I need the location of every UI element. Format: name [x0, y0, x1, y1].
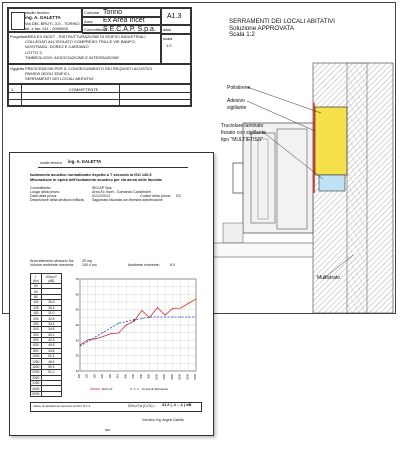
x-tick-label: 3150 — [194, 374, 197, 380]
drawing-title: SERRAMENTI DEI LOCALI ABITATIVI — [229, 18, 336, 25]
table-row — [31, 391, 62, 396]
value-cell: 51.4 — [41, 354, 61, 359]
value-cell: 34.8 — [41, 327, 61, 332]
freq-cell: 63 — [31, 289, 42, 294]
value-cell: 32.5 — [41, 316, 61, 321]
freq-cell: 80 — [31, 294, 42, 299]
project-subtitle: TIMBROLOGO: ASSOCIAZIONE E INTEGRAZIONE — [25, 55, 120, 60]
noise-val: 6.0 — [170, 263, 175, 267]
project-label: Progetto — [10, 34, 26, 39]
noise-key: Ambiente ricevente: — [128, 263, 160, 267]
data-point — [95, 338, 96, 339]
data-point — [180, 317, 181, 318]
data-point — [126, 321, 127, 322]
freq-cell: 100 — [31, 300, 42, 305]
x-tick-label: 500 — [132, 374, 136, 379]
sealant-block — [319, 175, 345, 191]
data-point — [172, 308, 173, 309]
reference-point-500 — [133, 319, 135, 321]
firm-address: Via DEL BRUTI, 3-5 - TORINO — [25, 21, 80, 26]
scale-cell — [161, 34, 191, 64]
acoustic-report-sheet — [9, 152, 214, 436]
polystyrene-block — [315, 107, 347, 175]
freq-cell: 1000 — [32, 354, 40, 359]
client-label: Committente — [84, 27, 107, 32]
row-code-key: Codice della prova: — [140, 194, 171, 198]
area-value: Ex Area Incet — [103, 17, 145, 24]
freq-cell: 160 — [31, 310, 42, 315]
freq-cell: 400 — [31, 332, 42, 337]
report-engineer: ing. A. GALETTA — [68, 159, 102, 164]
report-title: Isolamento acustico normalizzato rispetto a T secondo la ISO 140-5 — [30, 173, 152, 177]
firm-name: studio tecnico — [25, 10, 50, 15]
city-label: Comune — [84, 10, 100, 15]
label-polystyrene: Polistirene — [227, 85, 251, 91]
freq-cell: 2000 — [32, 370, 40, 375]
value-cell: 31.0 — [41, 310, 61, 315]
x-tick-label: 250 — [108, 374, 112, 379]
drawing-code-cell — [161, 8, 191, 25]
value-cell: 40.1 — [41, 332, 61, 337]
x-tick-label: 100 — [78, 374, 81, 379]
subject-text: PRESCRIZIONI PER IL CONSEGUIMENTO DEI REQUISITI ACUSTICI PASSIVI DEGLI EDIFICI. — [25, 66, 153, 76]
x-tick-label: 400 — [124, 374, 128, 379]
x-tick-label: 630 — [139, 374, 143, 379]
area-val: 20 mq — [82, 259, 92, 263]
y-tick-label: 10 — [75, 369, 79, 373]
row-date-key: Data della prova: — [30, 194, 58, 198]
data-point — [110, 333, 111, 334]
result-value: 41.2 ( -1 ; -1 ) dB — [162, 403, 192, 407]
window-section-drawing — [203, 43, 395, 313]
row-client-key: Committente: — [30, 186, 52, 190]
x-tick-label: 2000 — [178, 374, 182, 380]
freq-cell: 5000 — [32, 392, 40, 396]
x-tick-label: 1250 — [163, 374, 167, 380]
value-cell: 26.9 — [41, 300, 61, 305]
row-code-val: D3 — [176, 194, 181, 198]
signature-line: Il tecnico: Ing. Angelo Galetta — [142, 418, 184, 422]
y-tick-label: 60 — [75, 292, 79, 297]
x-tick-label: 200 — [101, 374, 105, 379]
data-point — [110, 327, 111, 328]
drawing-subtitle: Soluzione APPROVATA — [229, 24, 294, 32]
row-client-val: SECAP Spa — [92, 186, 112, 190]
area-cell — [82, 17, 161, 25]
label-chipboard1: Truciolare laminato — [221, 123, 264, 129]
result-symbol: D2m,nT,w (C;Ctr) = — [128, 404, 156, 408]
area-key: Area elemento divisorio Sa: — [30, 259, 74, 263]
label-adhesive: Adesivo — [227, 98, 245, 104]
data-point — [80, 345, 81, 346]
freq-cell: 315 — [31, 327, 42, 332]
subject-label: Oggetto — [10, 66, 25, 71]
firm-cell — [8, 8, 82, 32]
table-header-value: D2m,nT (dB) — [41, 274, 61, 284]
data-point — [172, 317, 173, 318]
freq-cell: 1600 — [32, 365, 40, 370]
y-tick-label: 30 — [75, 338, 79, 343]
data-point — [118, 332, 119, 333]
scale-value: 1:2 — [166, 43, 172, 48]
revision-cell — [8, 84, 191, 106]
label-sealant: sigillante — [227, 105, 247, 111]
date-cell — [161, 25, 191, 34]
revision-number: 1. — [11, 87, 15, 92]
drawing-scale: Scala 1:2 — [229, 31, 255, 39]
data-point — [149, 317, 150, 318]
y-tick-label: 20 — [75, 353, 79, 358]
date-label: data — [163, 27, 171, 32]
value-cell: 51.0 — [41, 370, 61, 375]
label-chipboard2: fissato con sigillante — [221, 130, 266, 136]
data-point — [141, 318, 142, 319]
city-value: Torino — [103, 9, 123, 16]
freq-cell: 4000 — [32, 386, 40, 391]
data-point — [141, 310, 142, 311]
freq-cell: 3150 — [32, 381, 40, 386]
value-cell — [41, 391, 61, 396]
x-tick-label: 160 — [93, 374, 97, 379]
freq-cell: 50 — [31, 284, 42, 289]
area-label: Area — [84, 19, 93, 24]
data-point — [196, 298, 197, 299]
project-text: AREA EX INCET - RISTRUTTURAZIONE DI EDIFICI INDUSTRIALI COLLEGATI ALL'ISOLATO COMPRESO TRA LE VIE BANFO, NOSTRADU, DOREZ E CARDANO — [25, 34, 146, 49]
scale-label: scala — [163, 36, 173, 41]
value-cell: 44.8 — [41, 348, 61, 353]
data-point — [126, 324, 127, 325]
label-chipboard3: tipo "MULTIETISS" — [221, 137, 264, 143]
report-subtitle: Misurazione in opera dell'isolamento acustico per via aerea delle facciate — [30, 178, 162, 182]
freq-cell: 200 — [31, 316, 42, 321]
data-point — [188, 303, 189, 304]
data-point — [80, 346, 81, 347]
city-cell — [82, 8, 161, 17]
freq-cell: 630 — [31, 343, 42, 348]
value-cell: 46.4 — [41, 359, 61, 364]
value-cell: 49.5 — [41, 343, 61, 348]
value-cell: 30.4 — [41, 305, 61, 310]
x-tick-label: 1000 — [155, 374, 159, 380]
x-tick-label: 125 — [85, 374, 89, 379]
freq-cell: 250 — [31, 321, 42, 326]
drawing-code: A1.3 — [167, 13, 182, 20]
drawing-heading — [229, 19, 335, 39]
data-point — [180, 308, 181, 309]
engineer-name: ing. A. GALETTA — [25, 15, 61, 20]
data-point — [165, 315, 166, 316]
data-point — [87, 339, 88, 340]
revision-text: COMMITTENTE — [69, 87, 99, 92]
subject-cell — [8, 64, 191, 84]
row-desc-val: Sagomato facciata con finestra antintrusione — [92, 198, 163, 202]
freq-cell: 1250 — [32, 359, 40, 364]
data-point — [87, 341, 88, 342]
data-point — [157, 317, 158, 318]
legend-label-measured: D2m,nT — [102, 387, 113, 391]
page-mark: ### — [105, 428, 111, 432]
client-value: S.E.C.A.P. S.p.a. — [103, 26, 156, 33]
firm-phone: tel. e fax. 011 - 0000000 — [25, 26, 68, 31]
report-firm: studio tecnico — [40, 161, 62, 165]
value-cell: 42.5 — [41, 337, 61, 342]
data-point — [103, 332, 104, 333]
y-tick-label: 40 — [75, 323, 79, 327]
project-cell — [8, 32, 161, 64]
result-label: Indice di valutazione secondo la ISO 717-1: — [33, 404, 91, 408]
y-tick-label: 70 — [75, 277, 79, 281]
freq-cell: 500 — [31, 337, 42, 342]
project-lot: LOTTO 3 — [25, 50, 42, 55]
legend-label-reference: Curva di riferimento — [142, 387, 169, 391]
title-block — [7, 7, 192, 107]
table-header-freq: f (Hz) — [31, 274, 42, 284]
data-point — [103, 336, 104, 337]
data-point — [188, 317, 189, 318]
y-tick-label: 50 — [75, 307, 79, 312]
acoustic-chart — [70, 275, 200, 393]
row-desc-key: Descrizione della struttura edilizia: — [30, 198, 85, 202]
label-plywood: Multistrato — [317, 275, 341, 281]
row-place-key: Luogo della prova: — [30, 190, 60, 194]
data-point — [118, 323, 119, 324]
volume-key: Volume ambiente ricevente: — [30, 263, 75, 267]
data-point — [157, 307, 158, 308]
values-table — [30, 273, 62, 397]
row-date-val: 01/12/2013 — [92, 194, 110, 198]
x-tick-label: 800 — [147, 374, 151, 379]
x-tick-label: 2500 — [186, 374, 190, 380]
data-point — [196, 317, 197, 318]
x-tick-label: 315 — [116, 374, 120, 379]
data-point — [95, 336, 96, 337]
volume-val: 100.4 mc — [82, 263, 97, 267]
value-cell: 50.9 — [41, 364, 61, 369]
x-tick-label: 1600 — [170, 374, 174, 380]
freq-cell: 2500 — [32, 375, 40, 380]
subject-text2: SERRAMENTI DEI LOCALI ABITATIVI — [25, 76, 94, 81]
table-header-row — [31, 274, 62, 284]
value-cell: 34.4 — [41, 321, 61, 326]
freq-cell: 800 — [31, 348, 42, 353]
data-point — [165, 317, 166, 318]
freq-cell: 125 — [31, 305, 42, 310]
row-place-val: Area Ex Incet - Comando Carabinieri — [92, 190, 151, 194]
firm-logo-icon — [11, 12, 25, 30]
